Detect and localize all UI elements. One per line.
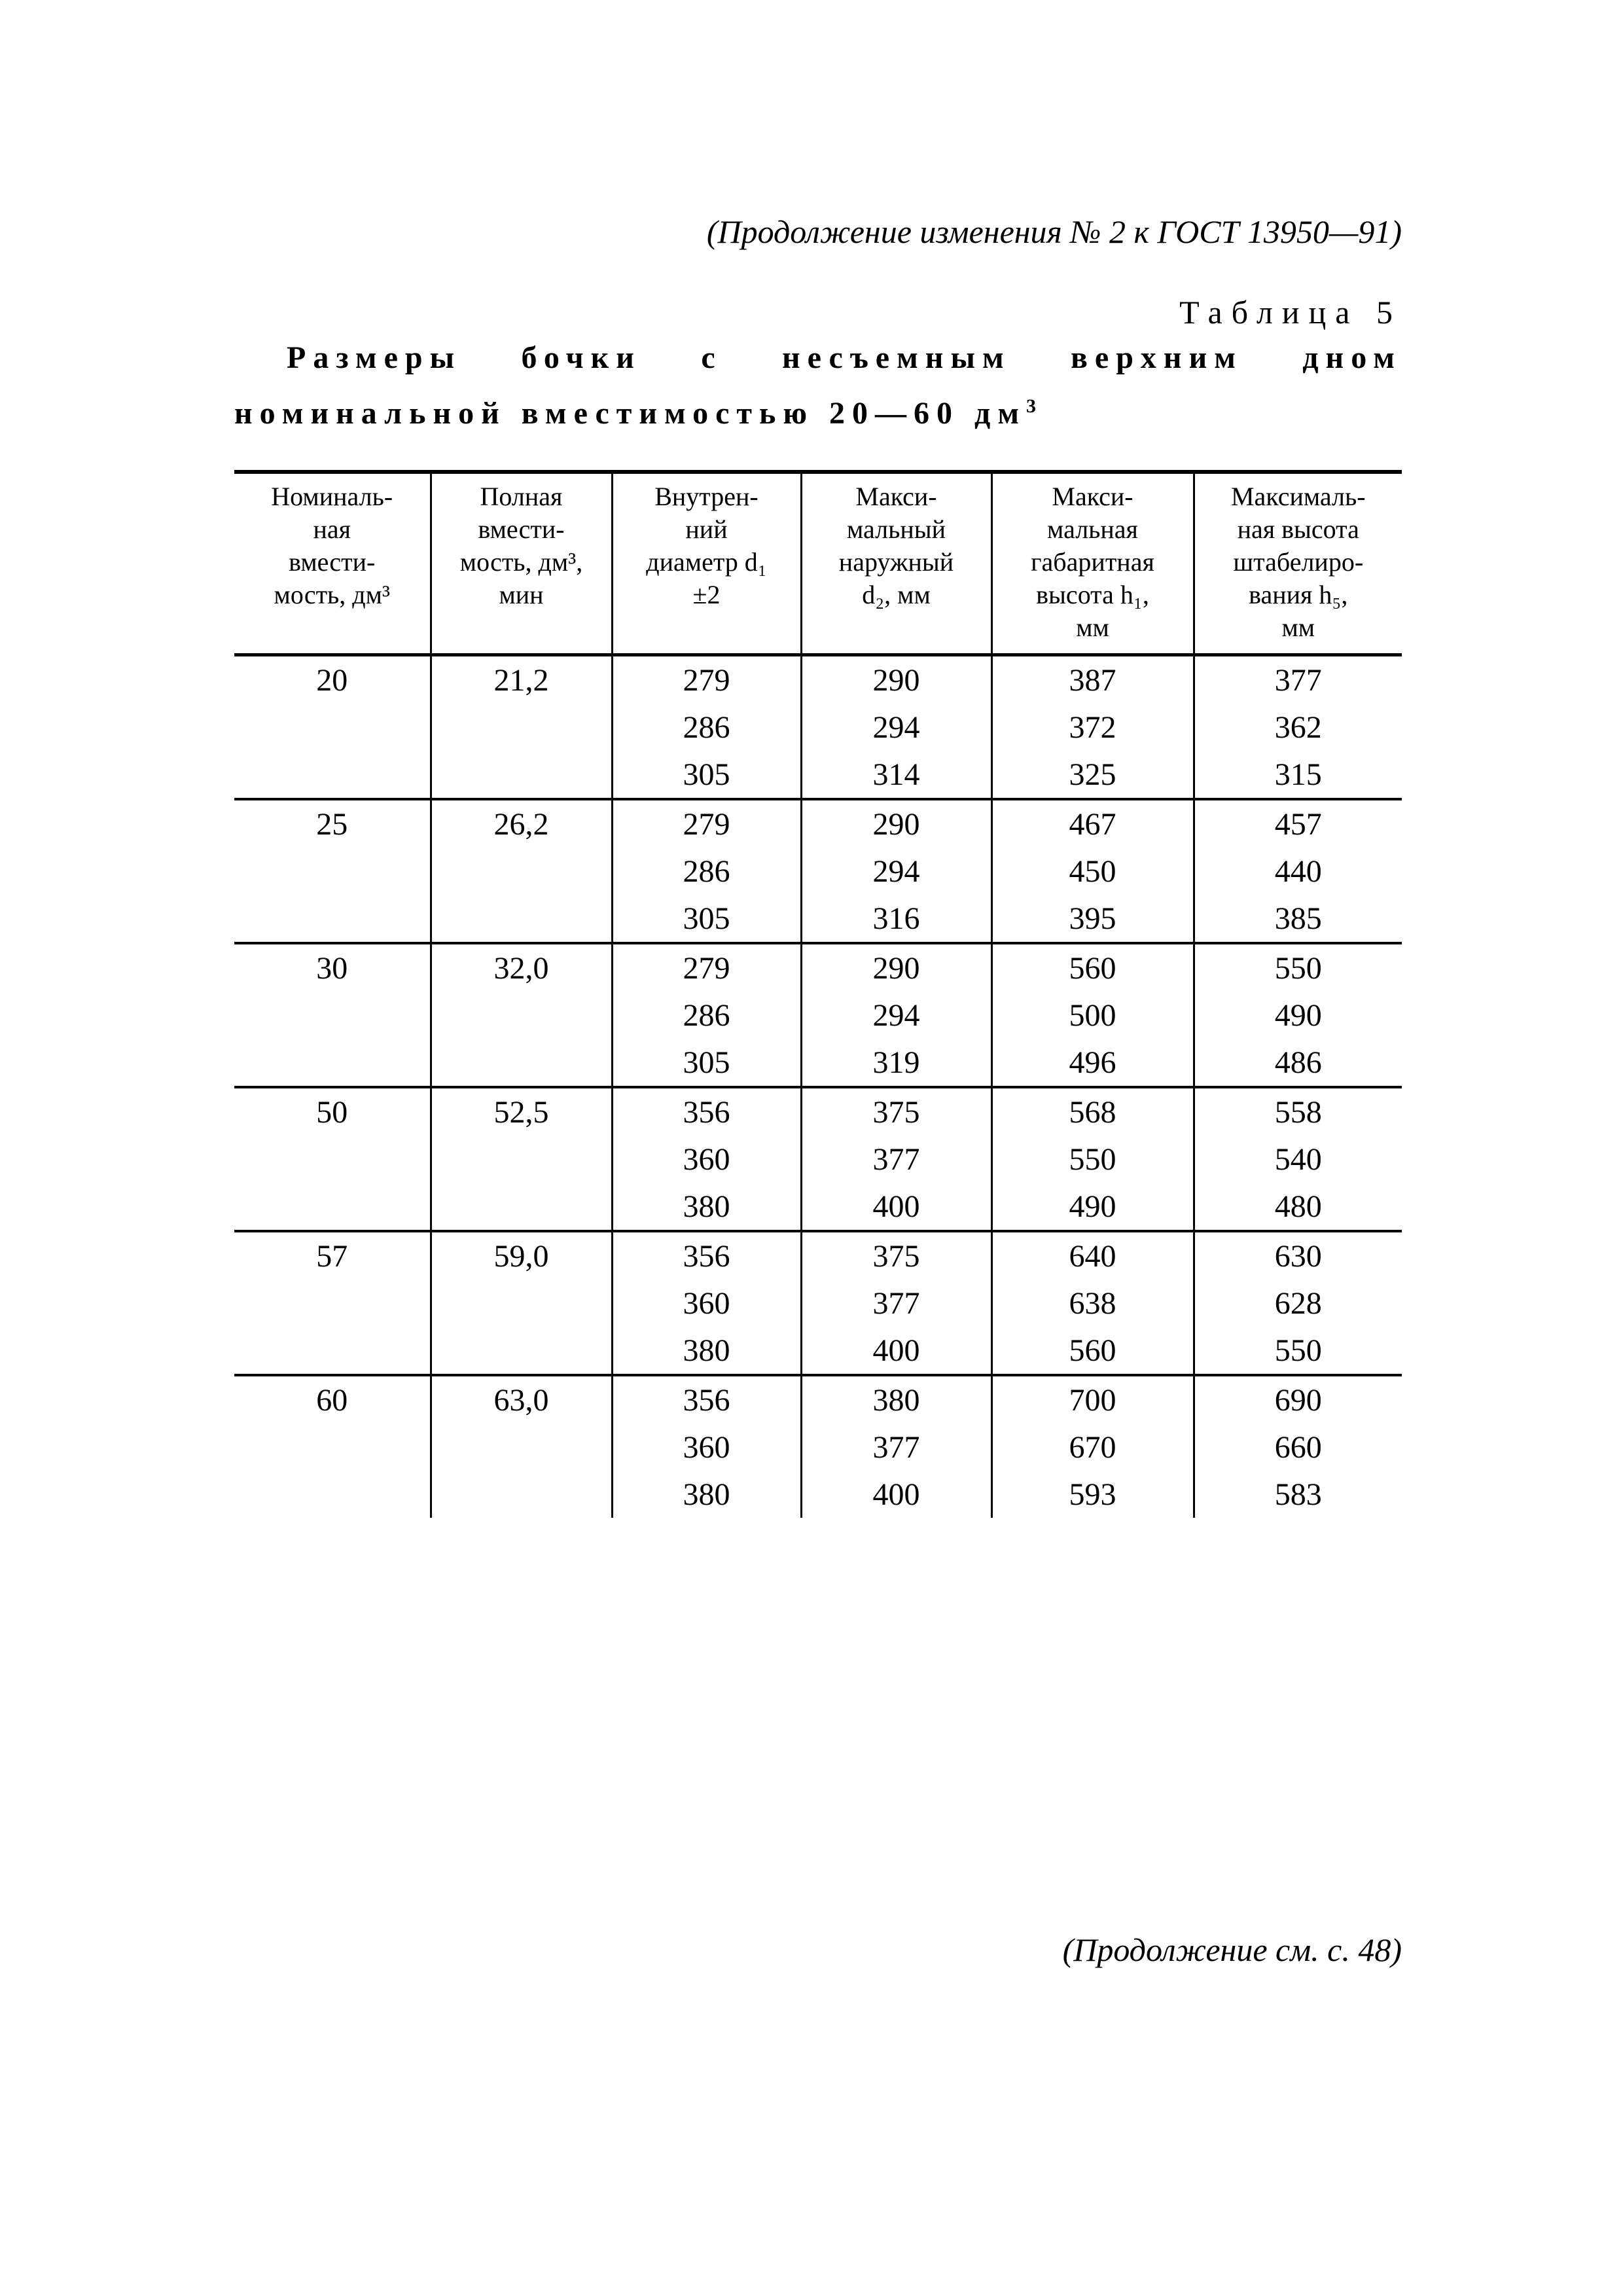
caption-line-2-text: номинальной вместимостью 20—60 дм [234,396,1027,431]
column-header-line: d₂, мм [862,580,931,609]
stacking-height-cell: 558 [1194,1087,1402,1136]
table-row [234,1183,1402,1231]
nominal-capacity-cell: 30 [234,943,431,992]
full-capacity-cell [431,1183,612,1231]
table-row [234,799,1402,848]
full-capacity-cell [431,704,612,751]
stacking-height-cell: 385 [1194,895,1402,943]
overall-height-cell: 550 [991,1136,1194,1183]
full-capacity-cell [431,1039,612,1087]
column-header-line: габаритная [1031,547,1154,577]
table-row [234,1087,1402,1136]
inner-diameter-cell: 286 [612,992,801,1039]
column-header-line: ний [685,514,728,544]
column-header-4 [801,472,991,655]
column-header-line: вания h₅, [1249,580,1348,609]
stacking-height-cell: 540 [1194,1136,1402,1183]
inner-diameter-cell: 360 [612,1136,801,1183]
column-header-line: мальная [1047,514,1138,544]
inner-diameter-cell: 356 [612,1375,801,1424]
overall-height-cell: 325 [991,751,1194,799]
outer-diameter-cell: 400 [801,1183,991,1231]
overall-height-cell: 496 [991,1039,1194,1087]
table-row [234,895,1402,943]
full-capacity-cell: 52,5 [431,1087,612,1136]
stacking-height-cell: 480 [1194,1183,1402,1231]
outer-diameter-cell: 290 [801,943,991,992]
nominal-capacity-cell: 57 [234,1231,431,1280]
nominal-capacity-cell [234,1327,431,1375]
full-capacity-cell [431,1471,612,1518]
inner-diameter-cell: 279 [612,799,801,848]
table-row [234,1136,1402,1183]
inner-diameter-cell: 305 [612,1039,801,1087]
table-row [234,751,1402,799]
column-header-5 [991,472,1194,655]
stacking-height-cell: 457 [1194,799,1402,848]
nominal-capacity-cell: 50 [234,1087,431,1136]
full-capacity-cell [431,751,612,799]
outer-diameter-cell: 377 [801,1136,991,1183]
continuation-footer: (Продолжение см. с. 48) [1062,1931,1402,1968]
column-header-line: ная [313,514,351,544]
inner-diameter-cell: 279 [612,943,801,992]
stacking-height-cell: 628 [1194,1280,1402,1327]
inner-diameter-cell: 380 [612,1327,801,1375]
column-header-line: Номиналь- [271,482,393,511]
inner-diameter-cell: 380 [612,1471,801,1518]
column-header-line: Полная [480,482,563,511]
full-capacity-cell [431,1280,612,1327]
caption-line-1: Размеры бочки с несъемным верхним дном [287,340,1402,375]
nominal-capacity-cell [234,1280,431,1327]
outer-diameter-cell: 375 [801,1231,991,1280]
outer-diameter-cell: 400 [801,1327,991,1375]
dimensions-table [234,470,1402,1518]
stacking-height-cell: 550 [1194,1327,1402,1375]
nominal-capacity-cell: 20 [316,662,348,698]
table-row [234,1471,1402,1518]
table-caption [234,334,1402,438]
outer-diameter-cell: 316 [801,895,991,943]
column-header-line: мм [1281,613,1315,642]
nominal-capacity-cell [234,1471,431,1518]
table-row [234,943,1402,992]
table-row [234,655,1402,704]
column-header-line: Максималь- [1230,482,1366,511]
full-capacity-cell: 63,0 [431,1375,612,1424]
table-row [234,848,1402,895]
outer-diameter-cell: 290 [801,655,991,704]
column-header-line: мальный [846,514,946,544]
outer-diameter-cell: 377 [801,1280,991,1327]
nominal-capacity-cell [234,704,431,751]
column-header-line: высота h₁, [1036,580,1149,609]
stacking-height-cell: 630 [1194,1231,1402,1280]
nominal-capacity-cell [234,848,431,895]
column-header-line: мость, дм³ [274,580,390,609]
column-header-line: вмести- [289,547,376,577]
overall-height-cell: 593 [991,1471,1194,1518]
continuation-header: (Продолжение изменения № 2 к ГОСТ 13950—91) [706,213,1402,250]
inner-diameter-cell: 356 [612,1231,801,1280]
nominal-capacity-cell [234,1039,431,1087]
column-header-line: ±2 [692,580,721,609]
nominal-capacity-cell [234,1183,431,1231]
column-header-1 [234,472,431,655]
overall-height-cell: 640 [991,1231,1194,1280]
overall-height-cell: 490 [991,1183,1194,1231]
inner-diameter-cell: 286 [612,848,801,895]
column-header-line: Макси- [1052,482,1133,511]
outer-diameter-cell: 380 [801,1375,991,1424]
inner-diameter-cell: 360 [612,1280,801,1327]
table-body [234,655,1402,1518]
overall-height-cell: 467 [991,799,1194,848]
full-capacity-cell [431,1136,612,1183]
table-row [234,1039,1402,1087]
stacking-height-cell: 486 [1194,1039,1402,1087]
caption-unit-superscript: 3 [1026,395,1037,417]
stacking-height-cell: 440 [1194,848,1402,895]
full-capacity-cell: 32,0 [431,943,612,992]
stacking-height-cell: 690 [1194,1375,1402,1424]
outer-diameter-cell: 294 [801,848,991,895]
stacking-height-cell: 377 [1194,655,1402,704]
inner-diameter-cell: 305 [612,751,801,799]
nominal-capacity-cell: 25 [234,799,431,848]
overall-height-cell: 395 [991,895,1194,943]
column-header-line: штабелиро- [1233,547,1364,577]
column-header-line: Внутрен- [654,482,758,511]
nominal-capacity-cell [234,992,431,1039]
column-header-line: мость, дм³, [459,547,583,577]
nominal-capacity-cell [234,895,431,943]
inner-diameter-cell: 286 [612,704,801,751]
nominal-capacity-cell [234,1136,431,1183]
overall-height-cell: 568 [991,1087,1194,1136]
column-header-line: диаметр d₁ [646,547,767,577]
outer-diameter-cell: 319 [801,1039,991,1087]
outer-diameter-cell: 400 [801,1471,991,1518]
outer-diameter-cell: 294 [801,704,991,751]
overall-height-cell: 560 [991,943,1194,992]
stacking-height-cell: 660 [1194,1424,1402,1471]
full-capacity-cell [431,1424,612,1471]
overall-height-cell: 638 [991,1280,1194,1327]
overall-height-cell: 500 [991,992,1194,1039]
full-capacity-cell: 59,0 [431,1231,612,1280]
overall-height-cell: 700 [991,1375,1194,1424]
overall-height-cell: 387 [991,655,1194,704]
nominal-capacity-cell [234,751,431,799]
outer-diameter-cell: 314 [801,751,991,799]
column-header-line: наружный [838,547,954,577]
table-row [234,992,1402,1039]
full-capacity-cell [431,895,612,943]
inner-diameter-cell: 279 [612,655,801,704]
column-header-2 [431,472,612,655]
table-row [234,1231,1402,1280]
stacking-height-cell: 550 [1194,943,1402,992]
inner-diameter-cell: 360 [612,1424,801,1471]
column-header-line: мм [1076,613,1109,642]
column-header-line: мин [499,580,544,609]
inner-diameter-cell: 356 [612,1087,801,1136]
full-capacity-cell [431,992,612,1039]
inner-diameter-cell: 380 [612,1183,801,1231]
full-capacity-cell [431,848,612,895]
stacking-height-cell: 315 [1194,751,1402,799]
outer-diameter-cell: 377 [801,1424,991,1471]
overall-height-cell: 670 [991,1424,1194,1471]
outer-diameter-cell: 375 [801,1087,991,1136]
table-header-row [234,472,1402,655]
full-capacity-cell [431,1327,612,1375]
overall-height-cell: 560 [991,1327,1194,1375]
table-row [234,1375,1402,1424]
column-header-line: Макси- [855,482,937,511]
outer-diameter-cell: 294 [801,992,991,1039]
outer-diameter-cell: 290 [801,799,991,848]
nominal-capacity-cell [234,1424,431,1471]
stacking-height-cell: 583 [1194,1471,1402,1518]
table-row [234,1424,1402,1471]
overall-height-cell: 372 [991,704,1194,751]
column-header-line: ная высота [1237,514,1359,544]
caption-line-2 [234,382,1402,438]
stacking-height-cell: 490 [1194,992,1402,1039]
column-header-6 [1194,472,1402,655]
full-capacity-cell: 21,2 [431,655,612,704]
inner-diameter-cell: 305 [612,895,801,943]
overall-height-cell: 450 [991,848,1194,895]
stacking-height-cell: 362 [1194,704,1402,751]
table-label: Таблица 5 [1179,294,1402,331]
column-header-line: вмести- [478,514,565,544]
table-row [234,1280,1402,1327]
nominal-capacity-cell: 60 [234,1375,431,1424]
column-header-3 [612,472,801,655]
table-row [234,1327,1402,1375]
table-row [234,704,1402,751]
full-capacity-cell: 26,2 [431,799,612,848]
